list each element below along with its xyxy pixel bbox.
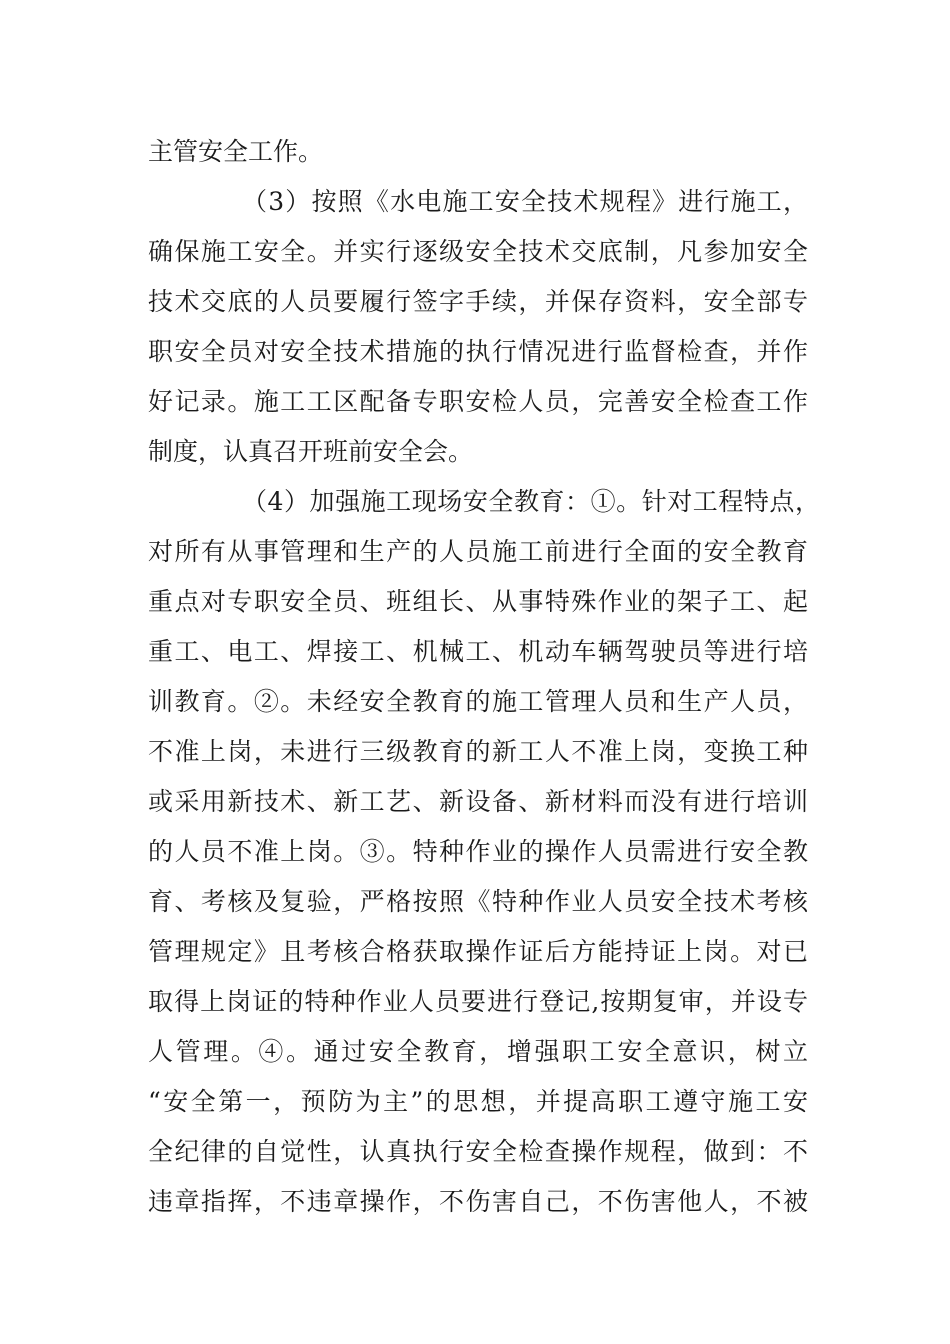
text-line-14: 或采用新技术、新工艺、新设备、新材料而没有进行培训	[148, 787, 808, 816]
text-line-5: 职安全员对安全技术措施的执行情况进行监督检查，并作	[148, 337, 808, 366]
text-line-6: 好记录。施工工区配备专职安检人员，完善安全检查工作	[148, 387, 808, 416]
text-line-20: “安全第一，预防为主”的思想，并提高职工遵守施工安	[148, 1087, 808, 1116]
text-line-7: 制度，认真召开班前安全会。	[148, 437, 474, 466]
text-line-12: 训教育。②。未经安全教育的施工管理人员和生产人员，	[148, 687, 808, 716]
text-line-11: 重工、电工、焊接工、机械工、机动车辆驾驶员等进行培	[148, 637, 808, 666]
paragraph-4-first-line: （4）加强施工现场安全教育：①。针对工程特点，	[242, 487, 820, 516]
text-line-1: 主管安全工作。	[148, 137, 324, 166]
text-line-18: 取得上岗证的特种作业人员要进行登记,按期复审，并设专	[148, 987, 808, 1016]
text-line-22: 违章指挥，不违章操作，不伤害自己，不伤害他人，不被	[148, 1187, 808, 1216]
text-line-16: 育、考核及复验，严格按照《特种作业人员安全技术考核	[148, 887, 808, 916]
text-line-15: 的人员不准上岗。③。特种作业的操作人员需进行安全教	[148, 837, 808, 866]
text-line-10: 重点对专职安全员、班组长、从事特殊作业的架子工、起	[148, 587, 808, 616]
text-line-9: 对所有从事管理和生产的人员施工前进行全面的安全教育	[148, 537, 808, 566]
paragraph-3-first-line: （3）按照《水电施工安全技术规程》进行施工，	[242, 187, 808, 216]
text-line-3: 确保施工安全。并实行逐级安全技术交底制，凡参加安全	[148, 237, 808, 266]
text-line-13: 不准上岗，未进行三级教育的新工人不准上岗，变换工种	[148, 737, 808, 766]
text-line-4: 技术交底的人员要履行签字手续，并保存资料，安全部专	[148, 287, 808, 316]
text-line-21: 全纪律的自觉性，认真执行安全检查操作规程，做到：不	[148, 1137, 808, 1166]
text-line-17: 管理规定》且考核合格获取操作证后方能持证上岗。对已	[148, 937, 808, 966]
text-line-19: 人管理。④。通过安全教育，增强职工安全意识，树立	[148, 1037, 808, 1066]
